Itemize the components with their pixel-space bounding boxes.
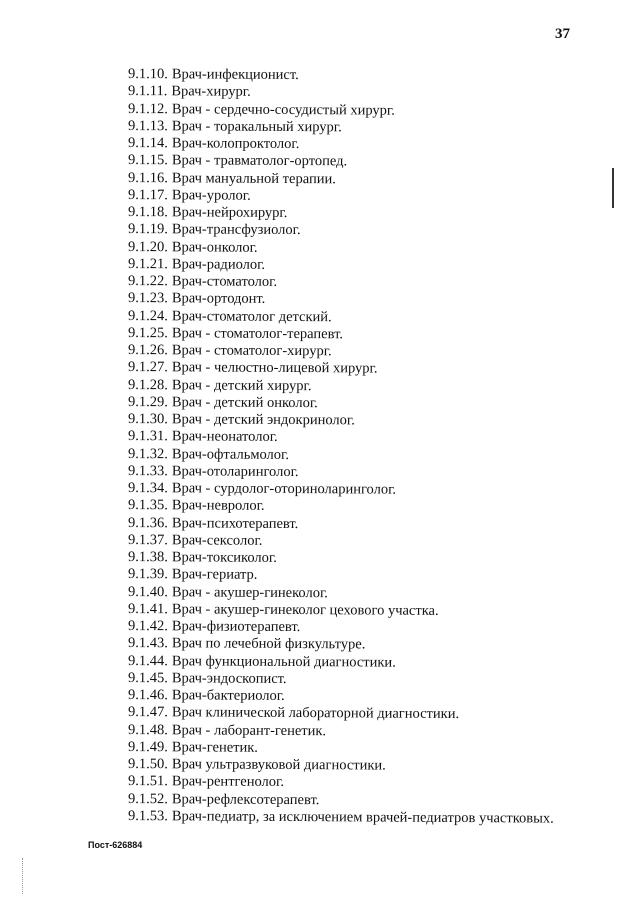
- list-item-number: 9.1.48.: [127, 721, 168, 738]
- list-item-text: Врач - лаборант-генетик.: [171, 721, 327, 739]
- list-item-number: 9.1.19.: [127, 221, 168, 238]
- list-item: [128, 653, 554, 673]
- list-item-text: Врач - челюстно-лицевой хирург.: [171, 359, 378, 377]
- list-item-number: 9.1.33.: [127, 462, 168, 479]
- list-item: [128, 377, 554, 397]
- page-number: 37: [555, 26, 570, 42]
- list-item-text: Врач клинической лабораторной диагностики.: [171, 704, 460, 723]
- list-item: [128, 584, 554, 604]
- footer-code: Пост-626884: [88, 840, 143, 850]
- list-item: [128, 791, 554, 811]
- list-item-number: 9.1.24.: [127, 307, 168, 324]
- list-item-text: Врач - детский эндокринолог.: [171, 411, 355, 429]
- list-item-number: 9.1.32.: [127, 445, 168, 462]
- list-item-number: 9.1.37.: [127, 531, 168, 548]
- list-item-text: Врач-невролог.: [171, 497, 265, 515]
- list-item-text: Врач-ортодонт.: [171, 290, 266, 308]
- list-item-number: 9.1.42.: [127, 618, 168, 635]
- list-item-text: Врач-хирург.: [171, 83, 251, 100]
- list-item: [128, 359, 554, 379]
- list-item-text: Врач-педиатр, за исключением врачей-педиатров участковых.: [171, 808, 554, 827]
- list-item-text: Врач-гериатр.: [171, 566, 258, 584]
- list-item: [128, 722, 554, 742]
- list-item-text: Врач-радиолог.: [171, 256, 266, 273]
- list-item: [128, 635, 554, 655]
- list-item-text: Врач-бактериолог.: [171, 687, 285, 704]
- list-item-text: Врач - сердечно-сосудистый хирург.: [171, 100, 395, 119]
- list-item: [128, 566, 554, 586]
- list-item-text: Врач-физиотерапевт.: [171, 618, 301, 636]
- list-item-number: 9.1.22.: [127, 273, 168, 290]
- list-item-number: 9.1.36.: [127, 514, 168, 531]
- list-item-number: 9.1.49.: [127, 738, 168, 755]
- list-item-number: 9.1.44.: [127, 652, 168, 669]
- list-item-text: Врач-рентгенолог.: [171, 773, 285, 791]
- list-item-number: 9.1.17.: [127, 186, 168, 203]
- list-item-text: Врач-офтальмолог.: [171, 445, 290, 463]
- list-item: [128, 446, 554, 466]
- list-item-number: 9.1.29.: [127, 393, 168, 410]
- list-item-number: 9.1.11.: [127, 83, 168, 100]
- list-item-number: 9.1.18.: [127, 204, 168, 221]
- list-item-number: 9.1.45.: [127, 669, 168, 686]
- list-item-text: Врач по лечебной физкультуре.: [171, 635, 366, 653]
- list-item-number: 9.1.12.: [127, 100, 168, 117]
- list-item-number: 9.1.30.: [127, 411, 168, 428]
- list-item-text: Врач - акушер-гинеколог цехового участка.: [171, 601, 439, 619]
- list-item-number: 9.1.31.: [127, 428, 168, 445]
- list-item: [128, 152, 554, 172]
- list-item: [128, 308, 554, 328]
- list-item-number: 9.1.21.: [127, 255, 168, 272]
- list-item-text: Врач - торакальный хирург.: [171, 118, 342, 136]
- list-item-text: Врач-инфекционист.: [171, 66, 299, 84]
- list-item-number: 9.1.38.: [127, 549, 168, 566]
- list-item-number: 9.1.25.: [127, 324, 168, 341]
- list-item-text: Врач - стоматолог-хирург.: [171, 342, 332, 360]
- list-item-number: 9.1.35.: [127, 497, 168, 514]
- list-item-text: Врач-колопроктолог.: [171, 135, 300, 153]
- scan-specks: [22, 858, 24, 894]
- list-item-number: 9.1.40.: [127, 583, 168, 600]
- list-item-number: 9.1.16.: [127, 169, 168, 186]
- list-item-number: 9.1.13.: [127, 117, 168, 134]
- list-item-number: 9.1.43.: [127, 635, 168, 652]
- list-item-text: Врач-отоларинголог.: [171, 463, 299, 480]
- list-item-text: Врач функциональной диагностики.: [171, 652, 396, 671]
- list-item-text: Врач-сексолог.: [171, 532, 263, 549]
- list-item: [128, 808, 554, 828]
- list-item-number: 9.1.41.: [127, 600, 168, 617]
- list-item-number: 9.1.14.: [127, 135, 168, 152]
- list-item-text: Врач-стоматолог.: [171, 273, 278, 290]
- list-item-text: Врач-рефлексотерапевт.: [171, 790, 320, 808]
- list-item: [128, 515, 554, 535]
- list-item-text: Врач мануальной терапии.: [171, 169, 336, 187]
- list-item-text: Врач-эндоскопист.: [171, 670, 287, 687]
- list-item-text: Врач-генетик.: [171, 739, 258, 756]
- list-item-text: Врач-психотерапевт.: [171, 514, 299, 532]
- margin-mark: [612, 168, 614, 208]
- list-item: [128, 428, 554, 448]
- list-item-number: 9.1.26.: [127, 342, 168, 359]
- list-item-text: Врач - детский хирург.: [171, 376, 312, 394]
- list-item-number: 9.1.23.: [127, 290, 168, 307]
- list-item-text: Врач - травматолог-ортопед.: [171, 152, 348, 170]
- list-item-text: Врач-онколог.: [171, 238, 258, 256]
- list-item-number: 9.1.28.: [127, 376, 168, 393]
- list-item-number: 9.1.46.: [127, 687, 168, 704]
- specialty-list: [128, 66, 554, 825]
- list-item-number: 9.1.27.: [127, 359, 168, 376]
- list-item-number: 9.1.39.: [127, 566, 168, 583]
- list-item: [128, 221, 554, 241]
- list-item-number: 9.1.47.: [127, 704, 168, 721]
- list-item-text: Врач-стоматолог детский.: [171, 307, 332, 325]
- list-item-text: Врач ультразвуковой диагностики.: [171, 756, 386, 774]
- list-item-text: Врач - детский онколог.: [171, 394, 318, 411]
- list-item-number: 9.1.52.: [127, 790, 168, 807]
- list-item: [128, 773, 554, 793]
- list-item-number: 9.1.20.: [127, 238, 168, 255]
- list-item-number: 9.1.34.: [127, 480, 168, 497]
- list-item-text: Врач-уролог.: [171, 187, 251, 204]
- list-item-text: Врач - сурдолог-оториноларинголог.: [171, 480, 397, 498]
- list-item-number: 9.1.51.: [127, 773, 168, 790]
- list-item-text: Врач-токсиколог.: [171, 549, 277, 566]
- list-item-text: Врач-неонатолог.: [171, 428, 278, 446]
- list-item-number: 9.1.53.: [127, 807, 168, 824]
- list-item-text: Врач - акушер-гинеколог.: [171, 583, 328, 601]
- list-item: [128, 239, 554, 259]
- list-item-text: Врач - стоматолог-терапевт.: [171, 325, 344, 343]
- list-item: [128, 101, 554, 121]
- list-item: [128, 83, 554, 103]
- list-item-number: 9.1.10.: [127, 66, 168, 83]
- list-item: [128, 497, 554, 517]
- list-item: [128, 290, 554, 310]
- list-item-text: Врач-трансфузиолог.: [171, 221, 301, 239]
- list-item-number: 9.1.50.: [127, 756, 168, 773]
- list-item-number: 9.1.15.: [127, 152, 168, 169]
- list-item: [128, 704, 554, 724]
- list-item: [128, 170, 554, 190]
- list-item-text: Врач-нейрохирург.: [171, 204, 288, 221]
